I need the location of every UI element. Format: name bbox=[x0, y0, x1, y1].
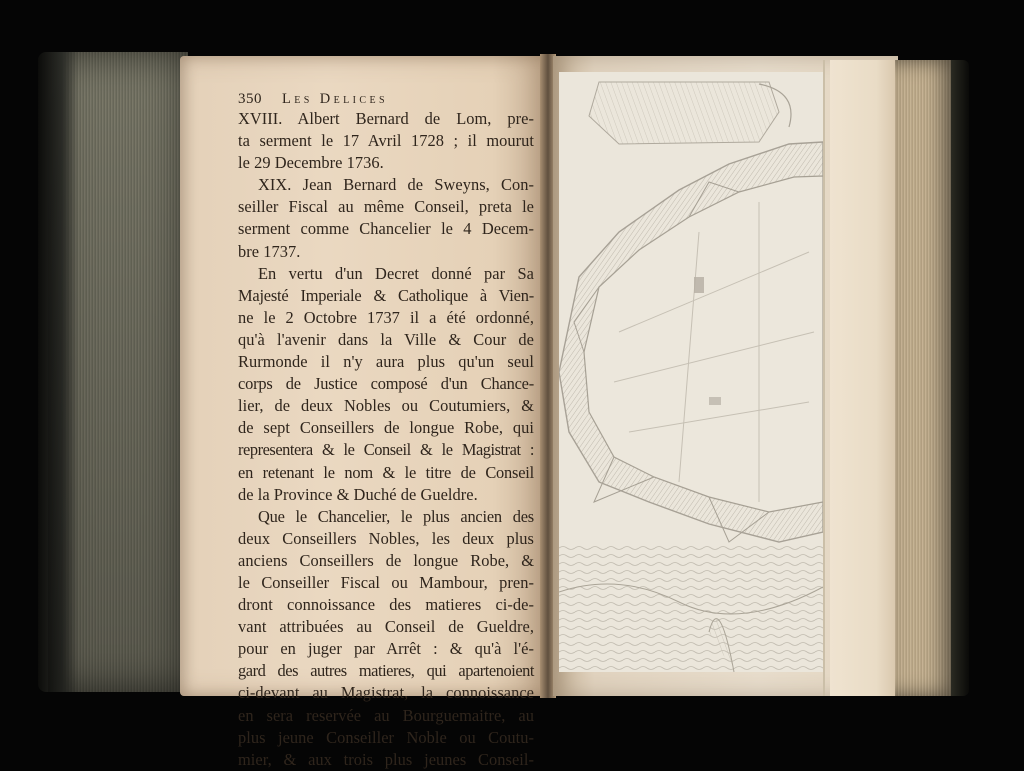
text-line: le 29 Decembre 1736. bbox=[238, 153, 384, 173]
left-page-block bbox=[48, 52, 188, 692]
text-line: bre 1737. bbox=[238, 241, 301, 261]
engraved-fortification-plan bbox=[559, 72, 823, 672]
page-number: 350 bbox=[238, 91, 262, 107]
text-line: Que le Chancelier, le plus ancien des bbox=[258, 506, 534, 526]
fortification-plan-drawing bbox=[559, 72, 823, 672]
text-line: XVIII. Albert Bernard de Lom, pre- bbox=[238, 109, 534, 128]
text-line: representera & le Conseil & le Magistrat : bbox=[238, 440, 534, 460]
text-line: ne le 2 Octobre 1737 il a été ordonné, bbox=[238, 307, 534, 327]
text-line: XIX. Jean Bernard de Sweyns, Con- bbox=[258, 175, 534, 195]
page-text bbox=[238, 90, 534, 771]
text-line: plus jeune Conseiller Noble ou Coutu- bbox=[238, 727, 534, 747]
text-line: vant attribuées au Conseil de Gueldre, bbox=[238, 617, 534, 637]
text-line: en retenant le nom & le titre de Conseil bbox=[238, 462, 534, 482]
text-line: ci-devant au Magistrat, la connoissance bbox=[238, 683, 534, 703]
text-line: seiller Fiscal au même Conseil, preta le bbox=[238, 197, 534, 217]
text-line: anciens Conseillers de longue Robe, & bbox=[238, 550, 534, 570]
text-line: le Conseiller Fiscal ou Mambour, pren- bbox=[238, 572, 534, 592]
plate-border bbox=[823, 60, 825, 696]
text-line: Majesté Imperiale & Catholique à Vien- bbox=[238, 285, 534, 305]
text-line: gard des autres matieres, qui apartenoient bbox=[238, 661, 534, 681]
text-line: pour en juger par Arrêt : & qu'à l'é- bbox=[238, 639, 534, 659]
text-line: lier, de deux Nobles ou Coutumiers, & bbox=[238, 396, 534, 416]
right-page-block bbox=[895, 60, 957, 696]
text-line: ta serment le 17 Avril 1728 ; il mourut bbox=[238, 131, 534, 151]
right-page-margin bbox=[830, 60, 896, 696]
text-line: dront connoissance des matieres ci-de- bbox=[238, 595, 534, 615]
text-line: deux Conseillers Nobles, les deux plus bbox=[238, 528, 534, 548]
text-line: serment comme Chancelier le 4 Decem- bbox=[238, 219, 534, 239]
text-line: corps de Justice composé d'un Chance- bbox=[238, 374, 534, 394]
text-line: de la Province & Duché de Gueldre. bbox=[238, 484, 478, 504]
text-line: Rurmonde il n'y aura plus qu'un seul bbox=[238, 352, 534, 372]
text-line: en sera reservée au Bourguemaitre, au bbox=[238, 705, 534, 725]
text-line: de sept Conseillers de longue Robe, qui bbox=[238, 418, 534, 438]
text-line: En vertu d'un Decret donné par Sa bbox=[258, 263, 534, 283]
text-line: qu'à l'avenir dans la Ville & Cour de bbox=[238, 329, 534, 349]
running-head bbox=[238, 90, 534, 108]
running-head-title: Les Delices bbox=[282, 91, 388, 107]
text-line: mier, & aux trois plus jeunes Conseil- bbox=[238, 749, 534, 769]
